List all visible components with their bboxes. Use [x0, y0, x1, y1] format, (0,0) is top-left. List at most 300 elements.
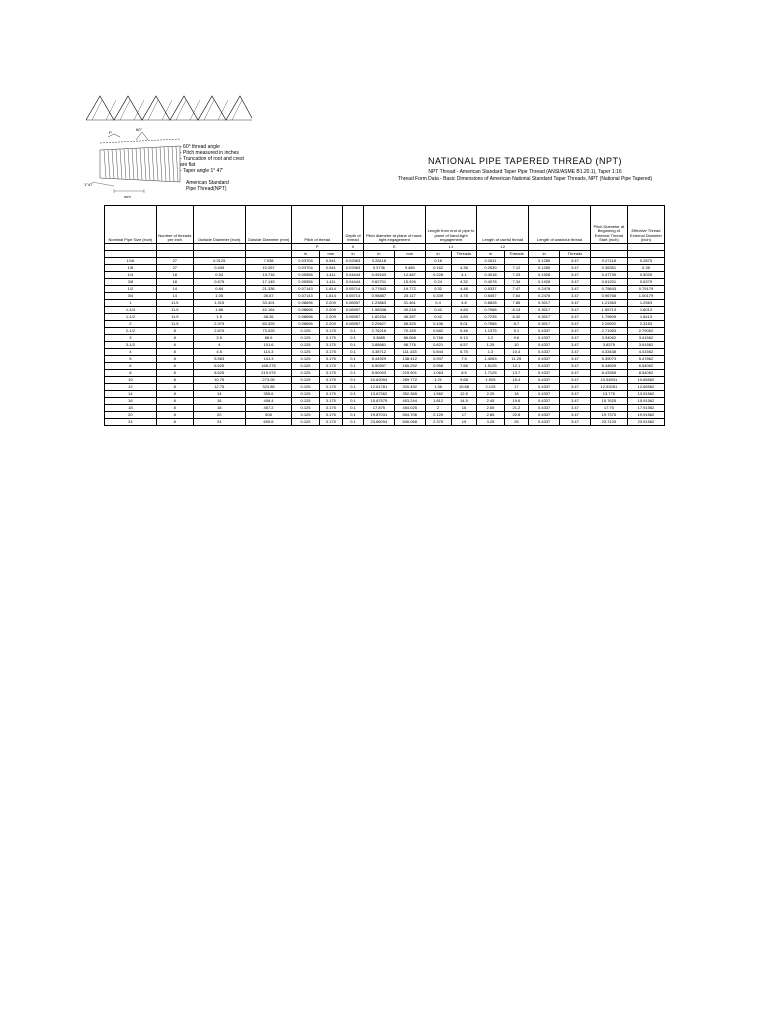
table-cell: 2.3163	[627, 321, 664, 328]
table-cell: 0.5457	[477, 293, 504, 300]
table-cell: 42.164	[245, 307, 292, 314]
table-cell: 0.75843	[590, 286, 627, 293]
table-cell: 4.32	[451, 279, 477, 286]
table-cell: 3.47	[560, 356, 591, 363]
table-cell: 14.5	[451, 398, 477, 405]
symbol-cell	[245, 244, 292, 251]
table-cell: 60.325	[245, 321, 292, 328]
table-cell: 1	[105, 300, 157, 307]
table-cell: 8	[156, 384, 193, 391]
table-cell: 3.175	[319, 384, 342, 391]
table-row	[105, 286, 665, 293]
table-cell: 12.1	[504, 363, 529, 370]
standard-label	[186, 180, 229, 192]
table-cell: 18	[504, 391, 529, 398]
table-cell: 3/8	[105, 279, 157, 286]
table-cell: 0.61201	[590, 279, 627, 286]
table-cell: 20	[105, 412, 157, 419]
page-title: NATIONAL PIPE TAPERED THREAD (NPT)	[427, 156, 623, 166]
table-cell: 1.4063	[477, 356, 504, 363]
table-row	[105, 419, 665, 426]
table-cell: 0.32	[425, 286, 451, 293]
table-cell: 1.814	[319, 286, 342, 293]
table-cell: 1.411	[319, 272, 342, 279]
table-cell: 0.07143	[292, 293, 319, 300]
table-cell: 8.32	[504, 314, 529, 321]
table-cell: 3.47	[560, 377, 591, 384]
table-cell: 0.05556	[292, 272, 319, 279]
table-cell: 0.6375	[627, 279, 664, 286]
table-cell: 3.175	[319, 328, 342, 335]
table-row	[105, 398, 665, 405]
unit-cell: Threads	[504, 251, 529, 258]
table-cell: 12.66562	[627, 384, 664, 391]
table-cell: 19.7375	[590, 412, 627, 419]
table-cell: 0.941	[319, 265, 342, 272]
table-cell: 0.54	[193, 272, 245, 279]
table-cell: 0.84	[193, 286, 245, 293]
table-cell: 2.209	[319, 321, 342, 328]
table-cell: 3.47	[560, 258, 591, 265]
table-cell: 0.4337	[529, 398, 560, 405]
table-cell: 0.1285	[529, 258, 560, 265]
table-cell: 0.2875	[627, 258, 664, 265]
table-cell: 0.125	[292, 342, 319, 349]
column-header: Depth of thread	[343, 206, 364, 244]
column-header: Pitch of thread	[292, 206, 343, 244]
table-cell: 11.25	[504, 356, 529, 363]
table-cell: 8	[156, 335, 193, 342]
table-cell: 7.64	[504, 293, 529, 300]
table-cell: 23.7125	[590, 419, 627, 426]
table-cell: 8	[156, 349, 193, 356]
table-cell: 0.2478	[529, 286, 560, 293]
table-cell: 0.1	[343, 370, 364, 377]
table-cell: 15.91562	[627, 398, 664, 405]
table-cell: 17	[451, 412, 477, 419]
table-cell: 3.41562	[627, 335, 664, 342]
table-cell: 0.4337	[529, 356, 560, 363]
table-cell: 0.3017	[529, 314, 560, 321]
table-cell: 0.4337	[529, 349, 560, 356]
table-cell: 1.925	[477, 377, 504, 384]
table-cell: 3.8375	[590, 342, 627, 349]
table-cell: 508	[245, 412, 292, 419]
table-cell: 0.4337	[529, 363, 560, 370]
table-cell: 0.125	[292, 377, 319, 384]
table-row	[105, 342, 665, 349]
table-cell: 11.5	[156, 321, 193, 328]
table-cell: 3.47	[560, 293, 591, 300]
table-cell: 6.44609	[590, 363, 627, 370]
table-cell: 1.3	[477, 349, 504, 356]
table-cell: 0.7235	[477, 314, 504, 321]
table-cell: 273.05	[245, 377, 292, 384]
table-cell: 3.47	[560, 335, 591, 342]
unit-cell	[627, 251, 664, 258]
table-cell: 0.1	[343, 328, 364, 335]
table-cell: 22.8	[504, 412, 529, 419]
table-cell: 0.16	[425, 258, 451, 265]
table-cell: 2.71953	[590, 328, 627, 335]
table-cell: 4.38712	[363, 349, 394, 356]
table-cell: 0.941	[319, 258, 342, 265]
table-cell: 5.47862	[627, 356, 664, 363]
table-cell: 457.2	[245, 405, 292, 412]
table-cell: 0.937	[425, 356, 451, 363]
table-cell: 0.675	[193, 279, 245, 286]
table-row	[105, 384, 665, 391]
table-cell: 10.54531	[590, 377, 627, 384]
table-cell: 20	[193, 412, 245, 419]
table-cell: 8.5	[451, 370, 477, 377]
table-cell: 1.063	[425, 370, 451, 377]
table-cell: 1.21363	[590, 300, 627, 307]
table-cell: 3.91562	[627, 342, 664, 349]
table-cell: 0.27118	[590, 258, 627, 265]
table-cell: 7.5	[451, 356, 477, 363]
table-cell: 14	[193, 391, 245, 398]
table-cell: 2.25	[477, 391, 504, 398]
table-cell: 3.175	[319, 412, 342, 419]
standard-label-line-2: Pipe Thread(NPT)	[186, 186, 227, 192]
table-cell: 88.9	[245, 335, 292, 342]
table-cell: 2.375	[425, 419, 451, 426]
table-cell: 12.53281	[590, 384, 627, 391]
table-cell: 2.85	[477, 412, 504, 419]
table-cell: 0.125	[292, 398, 319, 405]
table-cell: 215.901	[394, 370, 425, 377]
page-subtitle-2: Thread Form Data - Basic Dimensions of American National Standard Taper Threads, NPT (National Pipe Tapered)	[397, 176, 653, 182]
table-cell: 8.13	[504, 307, 529, 314]
table-cell: 16	[105, 398, 157, 405]
table-cell: 1.7125	[477, 370, 504, 377]
table-cell: 73.025	[245, 328, 292, 335]
table-cell: 0.3017	[529, 307, 560, 314]
table-row	[105, 377, 665, 384]
symbol-cell	[193, 244, 245, 251]
table-cell: 3.25	[477, 419, 504, 426]
table-row	[105, 335, 665, 342]
table-cell: 0.03704	[292, 258, 319, 265]
column-header: Length of washout thread	[529, 206, 591, 244]
table-cell: 111.433	[394, 349, 425, 356]
table-cell: 6	[105, 363, 157, 370]
table-cell: 2.29627	[363, 321, 394, 328]
table-cell: 25.117	[394, 293, 425, 300]
npt-dimensions-table	[104, 205, 665, 426]
table-cell: 0.1	[343, 412, 364, 419]
title-block	[330, 156, 720, 182]
table-cell: 8	[156, 419, 193, 426]
table-cell: 4.6	[451, 300, 477, 307]
table-cell: 1.25	[477, 342, 504, 349]
table-cell	[504, 258, 529, 265]
table-cell: 3.175	[319, 391, 342, 398]
table-cell: 1/8	[105, 265, 157, 272]
table-cell: 40.218	[394, 307, 425, 314]
table-cell: 3.47	[560, 363, 591, 370]
table-cell: 8	[156, 356, 193, 363]
table-row	[105, 265, 665, 272]
table-cell: 1.58338	[363, 307, 394, 314]
table-cell: 3.175	[319, 363, 342, 370]
table-cell: 0.04444	[343, 272, 364, 279]
table-cell: 0.3017	[529, 321, 560, 328]
callout-2: - Pitch measured in inches	[180, 150, 239, 156]
table-cell: 0.1	[343, 391, 364, 398]
table-row	[105, 328, 665, 335]
table-cell: 0.4337	[529, 328, 560, 335]
table-row	[105, 279, 665, 286]
table-cell: 0.4	[425, 300, 451, 307]
column-header: Length of useful thread	[477, 206, 529, 244]
table-cell: 1.05	[193, 293, 245, 300]
table-cell: 8	[156, 377, 193, 384]
table-cell: 0.03704	[292, 265, 319, 272]
table-cell: 1.562	[425, 391, 451, 398]
table-cell: 3.47	[560, 272, 591, 279]
table-cell: 114.3	[245, 349, 292, 356]
table-cell: 19.772	[394, 286, 425, 293]
pipe-thread-side-view-icon	[92, 132, 180, 193]
table-cell: 86.068	[394, 335, 425, 342]
table-cell: 0.1	[343, 335, 364, 342]
table-cell: 7.47	[504, 286, 529, 293]
table-cell: 3.175	[319, 370, 342, 377]
table-cell: 1.00179	[627, 293, 664, 300]
table-symbol-row	[105, 244, 665, 251]
table-cell: 0.4337	[529, 419, 560, 426]
column-header: Length from end of pipe to plane of hand-tight engagement	[425, 206, 477, 244]
table-cell: 0.682	[425, 328, 451, 335]
table-cell: 1.812	[425, 398, 451, 405]
table-cell: 3/4	[105, 293, 157, 300]
symbol-cell	[529, 244, 591, 251]
unit-cell	[105, 251, 157, 258]
table-cell: 3.47	[560, 419, 591, 426]
table-cell: 16	[193, 398, 245, 405]
taper-label: 1°47'	[84, 182, 94, 187]
table-cell: 4.83	[451, 307, 477, 314]
table-cell: 23.86094	[363, 419, 394, 426]
table-cell: 6.50597	[363, 363, 394, 370]
table-cell: 3.47	[560, 286, 591, 293]
table-cell: 8	[156, 398, 193, 405]
symbol-cell: h	[343, 244, 364, 251]
table-cell: 8	[156, 342, 193, 349]
table-cell: 4.36	[451, 265, 477, 272]
table-row	[105, 321, 665, 328]
table-cell: 0.02963	[343, 265, 364, 272]
table-cell: 27	[156, 265, 193, 272]
unit-cell: in	[477, 251, 504, 258]
table-cell: 1.6013	[627, 307, 664, 314]
table-cell: 9.68	[451, 377, 477, 384]
table-cell: 58.325	[394, 321, 425, 328]
table-cell: 0.49163	[363, 272, 394, 279]
table-cell: 0.38	[627, 265, 664, 272]
table-cell: 0.02963	[343, 258, 364, 265]
table-unit-row	[105, 251, 665, 258]
table-cell: 26	[504, 419, 529, 426]
table-cell: 6.57	[451, 342, 477, 349]
table-header-row	[105, 206, 665, 244]
table-cell: 7.34	[504, 279, 529, 286]
table-cell: 4	[193, 342, 245, 349]
table-cell: 0.1	[343, 419, 364, 426]
table-cell: 3.175	[319, 377, 342, 384]
table-cell: 0.6828	[477, 300, 504, 307]
table-cell: 3.47	[560, 314, 591, 321]
table-cell: 8	[105, 370, 157, 377]
table-cell: 9.489	[394, 265, 425, 272]
table-cell: 12.61781	[363, 384, 394, 391]
table-cell: 3.47	[560, 279, 591, 286]
table-cell: 0.07143	[292, 286, 319, 293]
angle-label: 60°	[136, 127, 143, 132]
table-cell: 3.88881	[363, 342, 394, 349]
table-cell: 0.125	[292, 391, 319, 398]
table-cell: 0.98887	[363, 293, 394, 300]
table-cell: 10.66562	[627, 377, 664, 384]
table-cell: 21.336	[245, 286, 292, 293]
table-cell: 5.46	[451, 328, 477, 335]
table-cell: 0.436	[425, 321, 451, 328]
callout-5: - Taper angle 1° 47'	[180, 168, 224, 174]
table-cell: 0.1928	[529, 272, 560, 279]
table-cell: 219.075	[245, 370, 292, 377]
table-cell: 3.47	[560, 328, 591, 335]
table-cell: 0.42	[425, 307, 451, 314]
table-cell: 1-1/4	[105, 307, 157, 314]
table-cell: 1.36	[425, 384, 451, 391]
table-cell: 0.08696	[292, 314, 319, 321]
table-cell: 2.209	[319, 300, 342, 307]
table-cell: 0.4337	[529, 377, 560, 384]
table-cell: 0.125	[292, 335, 319, 342]
table-cell: 9.1	[504, 328, 529, 335]
table-cell: 141.3	[245, 356, 292, 363]
callout-1: - 60° thread angle	[180, 144, 220, 150]
table-cell: 12	[105, 384, 157, 391]
table-cell: 352.365	[394, 391, 425, 398]
table-cell: 0.4337	[529, 335, 560, 342]
table-cell: 7.23	[504, 272, 529, 279]
table-row	[105, 363, 665, 370]
table-cell: 0.1	[343, 377, 364, 384]
unit-cell: in	[292, 251, 319, 258]
table-cell: 0.42	[425, 314, 451, 321]
table-cell: 0.1	[343, 349, 364, 356]
table-cell: 320.492	[394, 384, 425, 391]
table-cell: 1.82234	[363, 314, 394, 321]
table-cell: 17.91562	[627, 405, 664, 412]
table-cell: 0.4337	[529, 405, 560, 412]
table-cell: 0.06957	[343, 314, 364, 321]
table-cell: 0.1928	[529, 279, 560, 286]
symbol-cell: E	[363, 244, 425, 251]
table-row	[105, 272, 665, 279]
table-row	[105, 370, 665, 377]
table-cell: 4.75	[451, 293, 477, 300]
table-cell: 2.375	[193, 321, 245, 328]
table-cell: 1.21	[425, 377, 451, 384]
table-cell: 0.125	[292, 328, 319, 335]
table-cell: 1.8413	[627, 314, 664, 321]
table-cell: 3.47	[560, 405, 591, 412]
table-cell: 0.125	[292, 349, 319, 356]
table-cell: 16	[451, 405, 477, 412]
table-cell: 4.48	[451, 286, 477, 293]
standard-label-line-1: American Standard	[186, 180, 229, 186]
table-cell: 3.47	[560, 412, 591, 419]
page-subtitle: NPT Thread - American Standard Taper Pipe Thread (ANSI/ASME B1.20.1), Taper 1:16	[428, 169, 622, 175]
table-cell: 2.125	[477, 384, 504, 391]
table-cell: 5.39073	[590, 356, 627, 363]
table-cell: 4.33438	[590, 349, 627, 356]
table-cell: 0.5025	[627, 272, 664, 279]
table-cell: 5.563	[193, 356, 245, 363]
table-cell: 0.06957	[343, 321, 364, 328]
table-cell: 15.7625	[590, 398, 627, 405]
table-cell: 0.05714	[343, 286, 364, 293]
table-cell: 17.145	[245, 279, 292, 286]
table-cell: 10.4	[504, 349, 529, 356]
unit-cell: in	[343, 251, 364, 258]
table-cell: 355.6	[245, 391, 292, 398]
table-cell: 0.08696	[292, 307, 319, 314]
thread-callouts	[180, 144, 244, 174]
table-cell: 0.3736	[363, 265, 394, 272]
table-cell: 1.1375	[477, 328, 504, 335]
table-cell: 0.05714	[343, 293, 364, 300]
table-cell: 10.287	[245, 265, 292, 272]
table-cell: 3.47	[560, 349, 591, 356]
table-cell: 1-1/2	[105, 314, 157, 321]
thread-profile-icon	[86, 96, 252, 120]
table-cell: 0.125	[292, 363, 319, 370]
table-cell: 7.938	[245, 258, 292, 265]
table-cell: 6.54062	[627, 363, 664, 370]
table-cell: 11.5	[156, 307, 193, 314]
table-cell: 138.412	[394, 356, 425, 363]
table-cell: 0.2611	[477, 258, 504, 265]
table-cell: 3.47	[560, 300, 591, 307]
table-cell: 15.4	[504, 377, 529, 384]
table-cell: 17	[504, 384, 529, 391]
table-cell: 3.3885	[363, 335, 394, 342]
column-header: Number of threads per inch	[156, 206, 193, 244]
table-cell: 27	[156, 258, 193, 265]
table-cell: 23.91562	[627, 419, 664, 426]
table-cell: 0.36351	[590, 265, 627, 272]
table-cell: 1.411	[319, 279, 342, 286]
table-cell: 1.66	[193, 307, 245, 314]
table-cell: 0.1	[343, 356, 364, 363]
table-cell: 0.405	[193, 265, 245, 272]
table-cell: 17.75	[590, 405, 627, 412]
table-cell: 11.5	[156, 314, 193, 321]
table-cell: 0.4337	[529, 391, 560, 398]
table-cell: 2.65	[477, 405, 504, 412]
table-cell: 1.315	[193, 300, 245, 307]
unit-cell	[193, 251, 245, 258]
column-header: Nominal Pipe Size (inch)	[105, 206, 157, 244]
table-row	[105, 314, 665, 321]
table-cell: 0.844	[425, 349, 451, 356]
table-cell: 0.79179	[627, 286, 664, 293]
